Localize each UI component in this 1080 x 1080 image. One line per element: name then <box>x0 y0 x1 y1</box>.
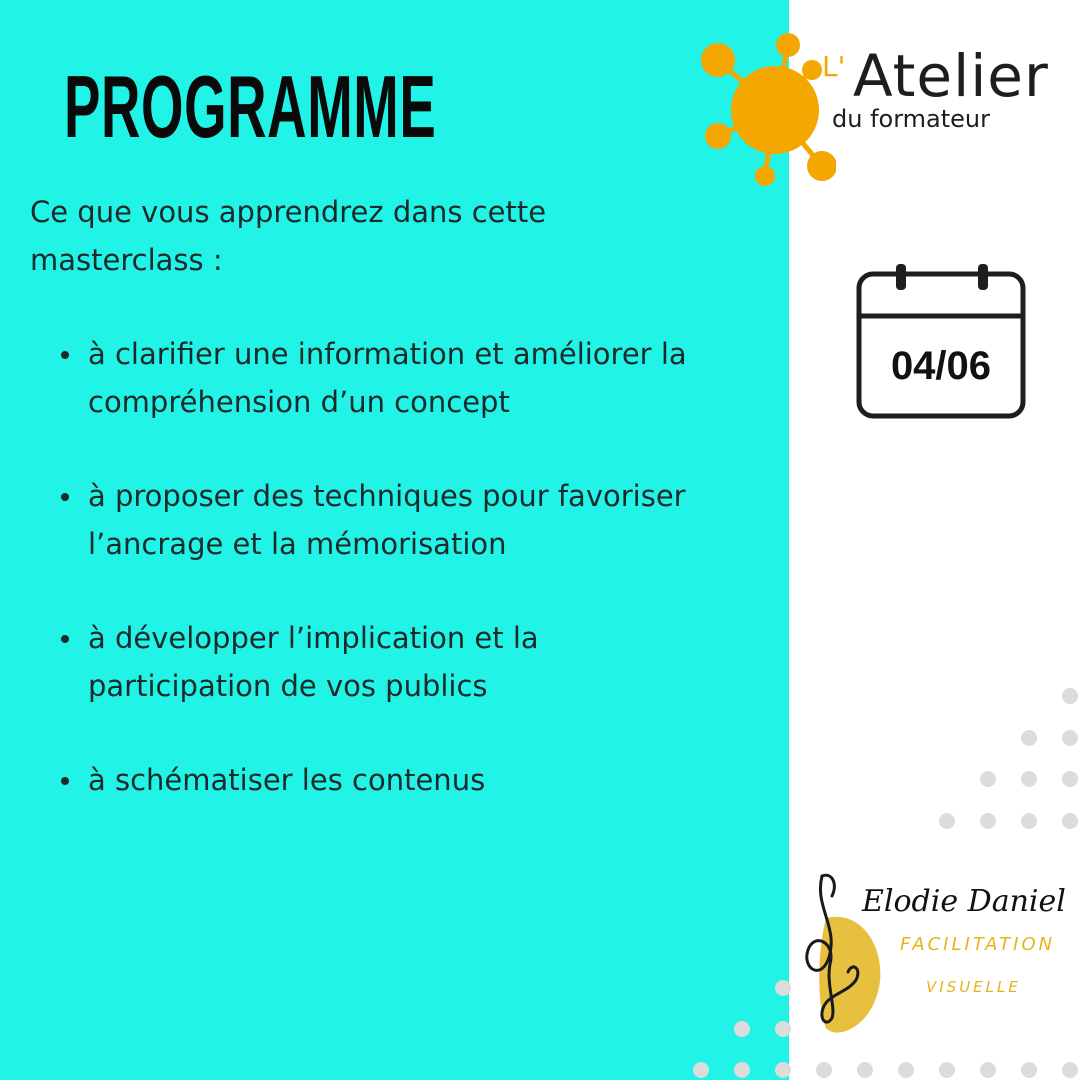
intro-text <box>30 188 650 284</box>
logo-subtitle: du formateur <box>832 105 990 133</box>
list-item-text: à proposer des techniques pour favoriser <box>88 479 686 513</box>
bullet-icon <box>61 635 69 643</box>
list-item <box>88 756 778 804</box>
event-date: 04/06 <box>890 344 992 388</box>
list-item-text: à clarifier une information et améliorer la <box>88 337 687 371</box>
sun-logo-icon <box>696 30 836 190</box>
list-item <box>88 472 778 568</box>
bullet-icon <box>61 351 69 359</box>
bullet-icon <box>61 777 69 785</box>
list-item <box>88 614 778 710</box>
list-item-text: l’ancrage et la mémorisation <box>88 527 507 561</box>
list-item-text: participation de vos publics <box>88 669 488 703</box>
list-item <box>88 330 778 426</box>
logo-prefix: L' <box>822 50 846 83</box>
intro-line: masterclass : <box>30 243 223 277</box>
list-item-text: à schématiser les contenus <box>88 763 486 797</box>
page-title: PROGRAMME <box>64 57 437 156</box>
learning-list <box>88 330 778 804</box>
signature-name: Elodie Daniel <box>862 884 1066 919</box>
bullet-icon <box>61 493 69 501</box>
calendar-icon <box>856 258 1026 420</box>
list-item-text: à développer l’implication et la <box>88 621 539 655</box>
list-item-text: compréhension d’un concept <box>88 385 510 419</box>
signature-subtitle: FACILITATION <box>900 934 1056 955</box>
signature-subtitle: VISUELLE <box>926 978 1021 996</box>
logo-name: Atelier <box>853 42 1049 110</box>
intro-line: Ce que vous apprendrez dans cette <box>30 195 547 229</box>
